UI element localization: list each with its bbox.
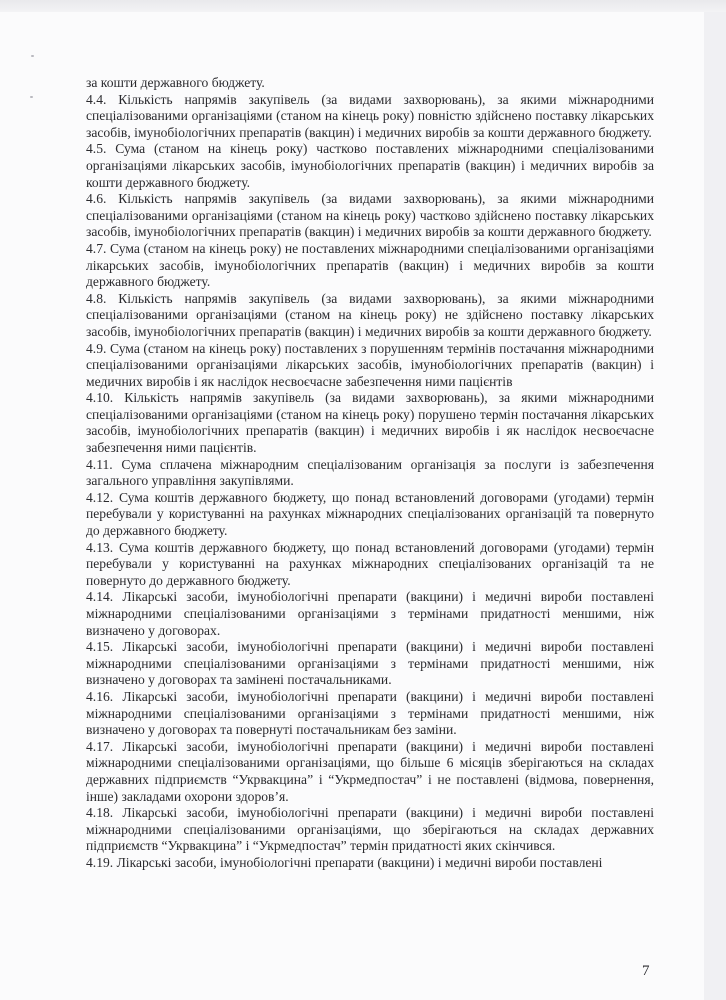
paragraph-continuation: за кошти державного бюджету. xyxy=(86,75,265,90)
scan-mark xyxy=(31,55,34,57)
paragraph-4-8: 4.8. Кількість напрямів закупівель (за видами захворювань), за якими міжнародними спеціалізованими організаціями (станом на кінець року) не здійснено поставку лікарських засобів, імунобіологічних препаратів (вакцин) і медичних виробів за кошти державного бюджету. xyxy=(86,290,654,339)
paragraph-4-7: 4.7. Сума (станом на кінець року) не поставлених міжнародними спеціалізованими організаціями лікарських засобів, імунобіологічних препаратів (вакцин) і медичних виробів за кошти державного бюджету. xyxy=(86,240,654,290)
scan-top-edge xyxy=(0,0,726,12)
paragraph-4-10: 4.10. Кількість напрямів закупівель (за видами захворювань), за якими міжнародними спеціалізованими організаціями (станом на кінець року) порушено термін постачання лікарських засобів, імунобіологічних препаратів (вакцин) і медичних виробів і як наслідок несвоєчасне забезпечення ними пацієнтів. xyxy=(86,390,654,456)
paragraph-4-6: 4.6. Кількість напрямів закупівель (за видами захворювань), за якими міжнародними спеціалізованими організаціями (станом на кінець року) частково здійснено поставку лікарських засобів, імунобіологічних препаратів (вакцин) і медичних виробів за кошти державного бюджету. xyxy=(86,191,654,240)
paragraph-4-13: 4.13. Сума коштів державного бюджету, що понад встановлений договорами (угодами) термін перебували у користуванні на рахунках міжнародних спеціалізованих організацій та не повернуто до державного бюджету. xyxy=(86,539,654,588)
paragraph-4-15: 4.15. Лікарські засоби, імунобіологічні препарати (вакцини) і медичні вироби поставлені міжнародними спеціалізованими організаціями з термінами придатності меншими, ніж визначено у договорах та замінені постачальниками. xyxy=(86,639,654,688)
paragraph-4-4: 4.4. Кількість напрямів закупівель (за видами захворювань), за якими міжнародними спеціалізованими організаціями (станом на кінець року) повністю здійснено поставку лікарських засобів, імунобіологічних препаратів (вакцин) і медичних виробів за кошти державного бюджету. xyxy=(86,91,654,140)
paragraph-4-11: 4.11. Сума сплачена міжнародним спеціалізованим організація за послуги із забезпечення загального управління закупівлями. xyxy=(86,456,654,489)
paragraph-4-18: 4.18. Лікарські засоби, імунобіологічні препарати (вакцини) і медичні вироби поставлені міжнародними спеціалізованими організаціями, що зберігаються на складах державних підприємств “Укрвакцина” і “Укрмедпостач” термін придатності яких скінчився. xyxy=(86,805,654,854)
paragraph-4-14: 4.14. Лікарські засоби, імунобіологічні препарати (вакцини) і медичні вироби поставлені міжнародними спеціалізованими організаціями з термінами придатності меншими, ніж визначено у договорах. xyxy=(86,589,654,638)
paragraph-4-17: 4.17. Лікарські засоби, імунобіологічні препарати (вакцини) і медичні вироби поставлені міжнародними спеціалізованими організаціями, що більше 6 місяців зберігаються на складах державних підприємств “Укрвакцина” і “Укрмедпостач” і не поставлені (відмова, повернення, інше) закладами охорони здоров’я. xyxy=(86,738,654,804)
scan-right-edge xyxy=(704,12,726,1000)
page-number: 7 xyxy=(642,963,650,979)
document-body xyxy=(86,75,654,872)
paragraph-4-16: 4.16. Лікарські засоби, імунобіологічні препарати (вакцини) і медичні вироби поставлені міжнародними спеціалізованими організаціями з термінами придатності меншими, ніж визначено у договорах та повернуті постачальникам без заміни. xyxy=(86,688,654,738)
paragraph-4-19: 4.19. Лікарські засоби, імунобіологічні препарати (вакцини) і медичні вироби поставлені xyxy=(86,854,603,870)
scan-mark xyxy=(30,96,33,98)
paragraph-4-12: 4.12. Сума коштів державного бюджету, що понад встановлений договорами (угодами) термін перебували у користуванні на рахунках міжнародних спеціалізованих організацій та повернуто до державного бюджету. xyxy=(86,489,654,539)
paragraph-4-9: 4.9. Сума (станом на кінець року) поставлених з порушенням термінів постачання міжнародними спеціалізованими організаціями лікарських засобів, імунобіологічних препаратів (вакцин) і медичних виробів і як наслідок несвоєчасне забезпечення ними пацієнтів xyxy=(86,340,654,389)
paragraph-4-5: 4.5. Сума (станом на кінець року) частково поставлених міжнародними спеціалізованими організаціями лікарських засобів, імунобіологічних препаратів (вакцин) і медичних виробів за кошти державного бюджету. xyxy=(86,141,654,190)
